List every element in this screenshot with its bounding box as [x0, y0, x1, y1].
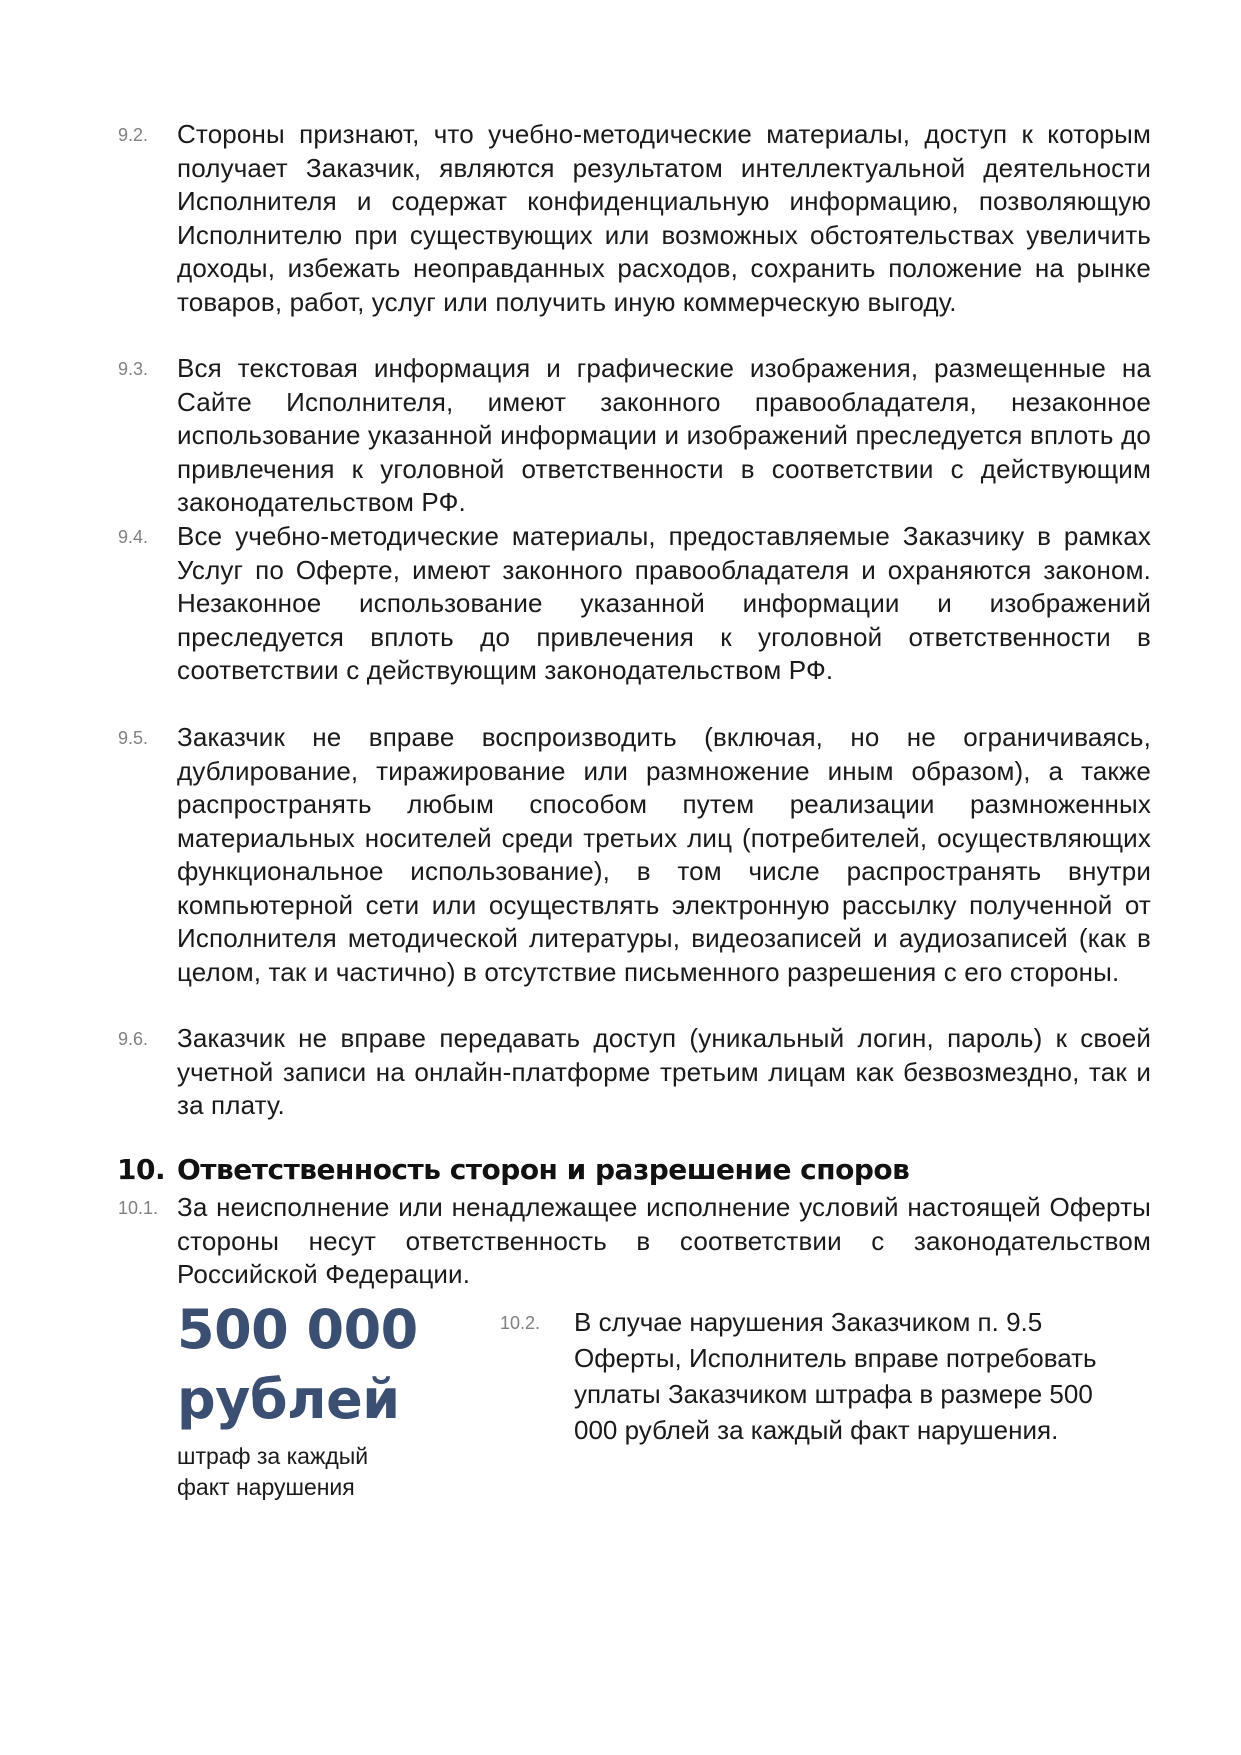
clause-text: Стороны признают, что учебно-методические материалы, доступ к которым получает Заказчик, являются результатом интеллектуальной деятельности Исполнителя и содержат конфиденциальную информацию, позволяющую Исполнителю при существующих или возможных обстоятельствах увеличить доходы, избежать неоправданных расходов, сохранить положение на рынке товаров, работ, услуг или получить иную коммерческую выгоду. — [177, 119, 1151, 317]
fine-caption — [177, 1441, 477, 1503]
fine-caption-line: штраф за каждый — [177, 1443, 369, 1469]
clause-text: Вся текстовая информация и графические изображения, размещенные на Сайте Исполнителя, имеют законного правообладателя, незаконное использование указанной информации и изображений преследуется вплоть до привлечения к уголовной ответственности в соответствии с действующим законодательством РФ. — [177, 353, 1151, 517]
clause-9-2 — [118, 118, 1168, 319]
fine-currency: рублей — [177, 1368, 400, 1431]
section-number: 10. — [117, 1153, 166, 1186]
clause-number: 9.2. — [118, 125, 149, 145]
clause-text: Все учебно-методические материалы, предоставляемые Заказчику в рамках Услуг по Оферте, имеют законного правообладателя и охраняются законом. Незаконное использование указанной информации и изображений преследуется вплоть до привлечения к уголовной ответственности в соответствии с действующим законодательством РФ. — [177, 521, 1151, 685]
clause-10-2 — [500, 1304, 1140, 1448]
clause-9-6 — [118, 1022, 1168, 1123]
section-heading — [117, 1153, 909, 1186]
clause-text: За неисполнение или ненадлежащее исполнение условий настоящей Оферты стороны несут ответственность в соответствии с законодательством Российской Федерации. — [177, 1192, 1151, 1289]
clause-10-1 — [118, 1191, 1168, 1292]
fine-highlight — [177, 1295, 477, 1503]
clause-number: 9.4. — [118, 527, 149, 547]
clause-number: 9.6. — [118, 1029, 149, 1049]
clause-9-5 — [118, 721, 1168, 989]
clause-9-3 — [118, 352, 1168, 520]
clause-text: Заказчик не вправе передавать доступ (уникальный логин, пароль) к своей учетной записи на онлайн-платформе третьим лицам как безвозмездно, так и за плату. — [177, 1023, 1151, 1120]
clause-number: 9.5. — [118, 728, 149, 748]
clause-number: 10.2. — [500, 1313, 541, 1333]
clause-number: 9.3. — [118, 359, 149, 379]
fine-amount: 500 000 — [177, 1298, 418, 1361]
section-title: Ответственность сторон и разрешение споров — [177, 1153, 910, 1186]
clause-text: В случае нарушения Заказчиком п. 9.5 Оферты, Исполнитель вправе потребовать уплаты Заказчиком штрафа в размере 500 000 рублей за каждый факт нарушения. — [574, 1307, 1097, 1445]
clause-text: Заказчик не вправе воспроизводить (включая, но не ограничиваясь, дублирование, тиражирование или размножение иным образом), а также распространять любым способом путем реализации размноженных материальных носителей среди третьих лиц (потребителей, осуществляющих функциональное использование), в том числе распространять внутри компьютерной сети или осуществлять электронную рассылку полученной от Исполнителя методической литературы, видеозаписей и аудиозаписей (как в целом, так и частично) в отсутствие письменного разрешения с его стороны. — [177, 722, 1151, 987]
clause-number: 10.1. — [118, 1198, 159, 1218]
clause-9-4 — [118, 520, 1168, 688]
fine-caption-line: факт нарушения — [177, 1474, 355, 1500]
